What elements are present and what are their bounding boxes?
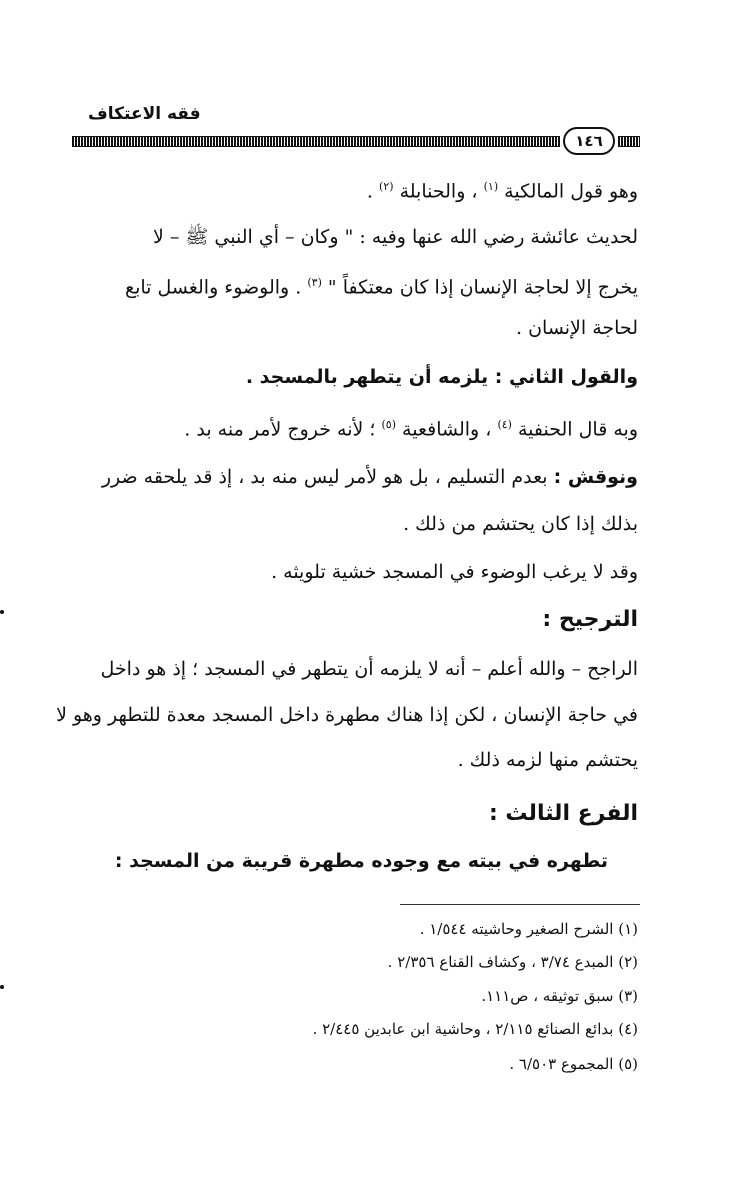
footnote-text: الشرح الصغير وحاشيته ١/٥٤٤ . [419,920,614,938]
text-span: بعدم التسليم ، بل هو لأمر ليس منه بد ، إذ قد يلحقه ضرر [101,466,554,488]
text-span: ؛ لأنه خروج لأمر منه بد . [184,418,376,441]
text-span: . [366,180,373,203]
footnote-item [313,1017,638,1041]
footnote-item [420,917,638,941]
footnote-ref: (١) [483,180,499,193]
footnote-number: (١) [618,920,638,938]
text-line-8: بذلك إذا كان يحتشم من ذلك . [403,513,638,535]
footnote-number: (٤) [618,1020,638,1038]
text-span: وهو قول المالكية [504,180,638,203]
footnote-item [481,984,638,1008]
text-line-11: في حاجة الإنسان ، لكن إذا هناك مطهرة داخل المسجد معدة للتطهر وهو لا [56,704,638,726]
text-line-2: لحديث عائشة رضي الله عنها وفيه : " وكان – أي النبي ﷺ – لا [153,226,638,248]
text-line-12: يحتشم منها لزمه ذلك . [457,749,638,771]
text-line-10: الراجح – والله أعلم – أنه لا يلزمه أن يتطهر في المسجد ؛ إذ هو داخل [100,658,638,680]
tarjeeh-heading: الترجيح : [542,607,638,632]
footnote-number: (٥) [618,1055,638,1073]
text-line-4: لحاجة الإنسان . [516,317,638,339]
footnote-separator [400,904,640,905]
footnote-item [388,950,638,974]
footnote-text: المجموع ٦/٥٠٣ . [509,1055,614,1073]
footnote-ref: (٢) [379,180,394,193]
margin-mark [0,610,4,614]
text-span: وبه قال الحنفية [511,418,638,441]
footnote-text: المبدع ٣/٧٤ ، وكشاف القناع ٢/٣٥٦ . [387,953,614,971]
footnote-ref: (٤) [497,418,512,431]
section-subheading: تطهره في بيته مع وجوده مطهرة قريبة من المسجد : [114,850,608,872]
footnote-text: سبق توثيقه ، ص١١١. [481,987,614,1005]
footnote-number: (٢) [618,953,638,971]
text-span: . والوضوء والغسل تابع [124,276,302,299]
page-number-badge: ١٤٦ [563,127,615,155]
text-line-6 [184,410,638,440]
footnote-ref: (٥) [381,418,397,431]
footnote-text: بدائع الصنائع ٢/١١٥ ، وحاشية ابن عابدين ٢/٤٤٥ . [312,1020,614,1038]
text-span: يخرج إلا لحاجة الإنسان إذا كان معتكفاً " [321,276,638,299]
header-rule [72,136,560,147]
text-line-7 [102,462,638,492]
footnote-item [509,1052,638,1076]
footnote-number: (٣) [618,987,638,1005]
second-opinion-heading: والقول الثاني : يلزمه أن يتطهر بالمسجد . [245,366,638,388]
text-line-1 [367,172,638,202]
third-branch-heading: الفرع الثالث : [488,801,638,826]
text-line-3 [125,268,638,298]
text-span: ، والشافعية [396,418,492,441]
header-rule-right [618,136,640,147]
footnote-ref: (٣) [307,276,322,289]
text-line-9: وقد لا يرغب الوضوء في المسجد خشية تلويثه . [271,561,638,583]
text-span: ، والحنابلة [393,180,478,203]
margin-mark [0,985,4,989]
bold-label: ونوقش : [553,466,638,488]
running-header-title: فقه الاعتكاف [88,104,201,124]
